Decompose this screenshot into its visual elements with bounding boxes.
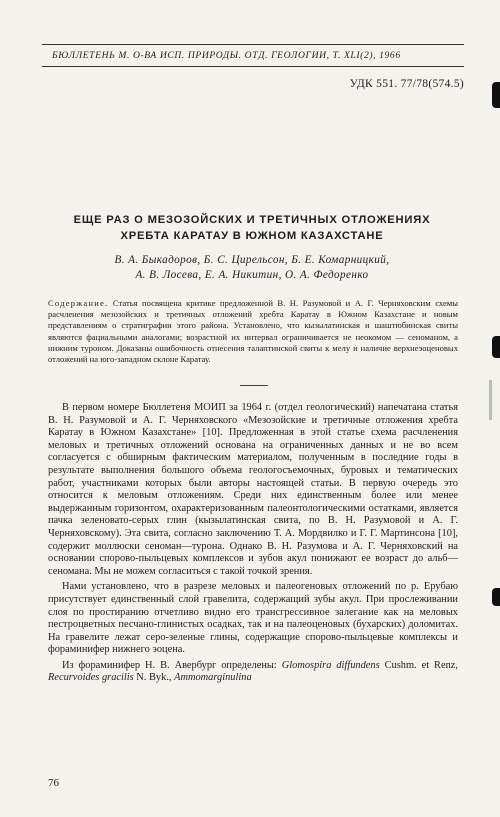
scan-edge-mark-middle — [492, 336, 500, 358]
body-paragraph-3 — [48, 660, 458, 685]
p3-start: Из фораминифер Н. В. Авербург определены: — [62, 659, 282, 671]
header-rule-bottom — [42, 66, 464, 67]
article-body — [48, 402, 458, 685]
authors-line-1: В. А. Быкадоров, Б. С. Цирельсон, Б. Е. Комарницкий, — [114, 254, 390, 266]
species-2: Recurvoides gracilis — [48, 672, 134, 684]
author-1: Cushm. et Renz, — [379, 659, 458, 671]
journal-header: БЮЛЛЕТЕНЬ М. О-ВА ИСП. ПРИРОДЫ. ОТД. ГЕОЛОГИИ, Т. XLI(2), 1966 — [52, 50, 401, 61]
title-line-2: ХРЕБТА КАРАТАУ В ЮЖНОМ КАЗАХСТАНЕ — [120, 230, 384, 242]
body-paragraph-1: В первом номере Бюллетеня МОИП за 1964 г. (отдел геологический) напечатана статья В. Н. Разумовой и А. Г. Черняховского «Мезозойские и третичные отложения хребта Каратау в Южном Казахстане» [10]. Предложенная в этой статье схема расчленения меловых и третичных отложений основана на ограниченных данных и не во всем согласуется с обширным фактическим материалом, полученным в последние годы в результате выполнения большого объема геологосъемочных, буровых и тематических работ, участниками которых были авторы настоящей статьи. В первую очередь это относится к меловым отложениям. Среди них единственным более или менее выдержанным горизонтом, охарактеризованным палеонтологическими остатками, является пачка зеленовато-серых глин (кызылатинская свита, по В. Н. Разумовой и А. Г. Черняховскому). Эта свита, согласно заключению Т. А. Мордвилко и Г. Г. Мартинсона [10], содержит моллюски сеноман—турона. Однако В. Н. Разумова и А. Г. Черняховский на основании спорово-пыльцевых комплексов и зубов акул понижают ее возраст до альб—сеномана. Мы не можем согласиться с такой точкой зрения. — [48, 402, 458, 577]
section-separator — [240, 385, 268, 386]
scan-edge-mark-top — [492, 82, 500, 108]
author-2: N. Byk., — [133, 672, 175, 684]
header-rule-top — [42, 44, 464, 45]
title-line-1: ЕЩЕ РАЗ О МЕЗОЗОЙСКИХ И ТРЕТИЧНЫХ ОТЛОЖЕНИЯХ — [73, 214, 431, 226]
abstract — [48, 298, 458, 365]
udk-code: УДК 551. 77/78(574.5) — [349, 78, 464, 90]
abstract-text: Статья посвящена критике предложенной В. Н. Разумовой и А. Г. Черняховским схемы расчленения мезозойских и третичных отложений хребта Каратау в Южном Казахстане и новым представлениям о стратиграфии этого района. Установлено, что кызылатинская и шаштюбинская свиты являются фациальными аналогами; возрастной их интервал ограничивается не неокомом — сеноманом, а нижним туроном. Доказаны ошибочность отнесения талаптинской свиты к мелу и наличие верхнеэоценовых отложений на юго-западном склоне Каратау. — [48, 298, 458, 365]
body-paragraph-2: Нами установлено, что в разрезе меловых и палеогеновых отложений по р. Ерубаю присутствует единственный слой гравелита, содержащий зубы акул. При прослеживании слоя по простиранию отчетливо видно его трансгрессивное залегание как на меловых пестроцветных песчано-глинистых осадках, так и на палеоценовых (бухарских) доломитах. На гравелите лежат серо-зеленые глины, содержащие спорово-пыльцевые комплексы и фораминифер нижнего эоцена. — [48, 581, 458, 656]
species-3: Ammomarginulina — [174, 672, 252, 684]
article-title — [40, 212, 464, 244]
page-number: 76 — [48, 777, 59, 789]
scan-gutter-shadow — [489, 380, 492, 420]
authors-line-2: А. В. Лосева, Е. А. Никитин, О. А. Федоренко — [135, 269, 369, 281]
abstract-lead: Содержание. — [48, 298, 109, 308]
species-1: Glomospira diffundens — [281, 659, 380, 671]
article-authors — [40, 253, 464, 283]
scan-edge-mark-bottom — [492, 588, 500, 606]
